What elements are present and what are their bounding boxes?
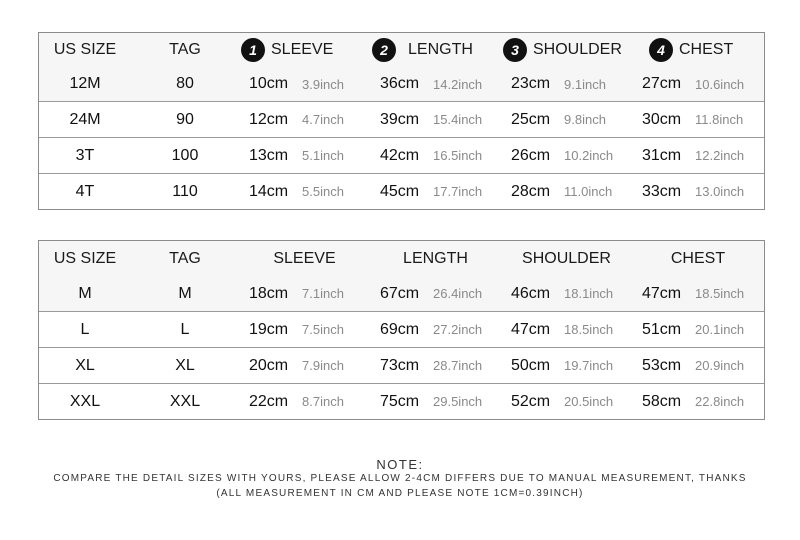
header-sleeve (239, 33, 370, 67)
chest-inch-value: 22.8inch (695, 394, 745, 409)
shoulder-cell (501, 102, 632, 137)
sleeve-inch-value: 4.7inch (302, 112, 344, 127)
chest-cm-value: 53cm (642, 356, 682, 374)
sleeve-inch-value: 7.9inch (302, 358, 344, 373)
size-cell: L (80, 320, 90, 338)
length-inch-value: 29.5inch (433, 394, 483, 409)
header-us-size: US SIZE (53, 41, 117, 58)
size-cell: 4T (75, 182, 95, 200)
shoulder-cell (501, 276, 632, 311)
chest-cell (632, 384, 764, 419)
chest-inch-value: 11.8inch (695, 112, 744, 127)
sleeve-cm-value: 10cm (249, 75, 289, 92)
shoulder-cm-value: 28cm (511, 182, 551, 200)
tag-cell: 110 (172, 182, 198, 200)
chest-inch-value: 10.6inch (695, 76, 745, 92)
table-row (39, 311, 764, 347)
shoulder-inch-value: 9.1inch (564, 76, 606, 92)
header-sleeve: SLEEVE (273, 249, 336, 267)
shoulder-cell (501, 138, 632, 173)
length-inch-value: 17.7inch (433, 184, 483, 199)
length-cell (370, 348, 501, 383)
length-inch-value: 14.2inch (433, 76, 483, 92)
header-tag: TAG (169, 249, 201, 267)
tag-cell: 100 (171, 146, 199, 164)
length-inch-value: 16.5inch (433, 148, 483, 163)
shoulder-cm-value: 25cm (511, 110, 551, 128)
sleeve-cm-value: 22cm (249, 392, 289, 410)
sleeve-inch-value: 7.1inch (302, 286, 344, 301)
shoulder-inch-value: 19.7inch (564, 358, 614, 373)
length-cell (370, 138, 501, 173)
header-tag: TAG (169, 41, 201, 58)
sleeve-cell (239, 67, 370, 101)
size-chart-table-adult (38, 240, 765, 420)
sleeve-cm-value: 20cm (249, 356, 289, 374)
sleeve-inch-value: 8.7inch (302, 394, 344, 409)
header-length (370, 33, 501, 67)
size-cell: XXL (69, 392, 101, 410)
size-cell: XL (75, 356, 95, 374)
table-header-row (39, 241, 764, 276)
table-row (39, 347, 764, 383)
sleeve-cell (239, 312, 370, 347)
chest-cm-value: 33cm (642, 182, 682, 200)
sleeve-cell (239, 384, 370, 419)
sleeve-cm-value: 13cm (249, 146, 289, 164)
tag-cell: XXL (169, 392, 201, 410)
shoulder-cm-value: 26cm (511, 146, 551, 164)
shoulder-cm-value: 47cm (511, 320, 551, 338)
sleeve-cell (239, 174, 370, 209)
note-text: COMPARE THE DETAIL SIZES WITH YOURS, PLEASE ALLOW 2-4CM DIFFERS DUE TO MANUAL MEASUREMENT, THANKS (53, 473, 747, 484)
length-cell (370, 174, 501, 209)
table-row (39, 173, 764, 209)
tag-cell: 80 (176, 75, 194, 92)
length-inch-value: 26.4inch (433, 286, 483, 301)
chest-inch-value: 18.5inch (695, 286, 745, 301)
length-cm-value: 45cm (380, 182, 420, 200)
shoulder-cell (501, 312, 632, 347)
table-row (39, 67, 764, 101)
number-2-icon: 2 (372, 38, 396, 62)
table-header-row (39, 33, 764, 67)
size-cell: 24M (69, 110, 101, 128)
length-cm-value: 69cm (380, 320, 420, 338)
shoulder-inch-value: 18.1inch (564, 286, 614, 301)
header-shoulder-label: SHOULDER (533, 41, 622, 58)
length-cell (370, 312, 501, 347)
header-length-label: LENGTH (408, 41, 473, 58)
sleeve-inch-value: 3.9inch (302, 76, 344, 92)
chest-cm-value: 31cm (642, 146, 682, 164)
size-cell: 3T (75, 146, 95, 164)
length-cm-value: 42cm (380, 146, 420, 164)
sleeve-cm-value: 19cm (249, 320, 289, 338)
note-title: NOTE: (376, 457, 424, 472)
shoulder-inch-value: 18.5inch (564, 322, 614, 337)
size-cell: M (78, 284, 92, 302)
header-shoulder (501, 33, 632, 67)
length-cell (370, 102, 501, 137)
table-row (39, 276, 764, 311)
shoulder-cell (501, 348, 632, 383)
tag-cell: L (180, 320, 190, 338)
sleeve-cm-value: 12cm (249, 110, 289, 128)
chest-inch-value: 20.1inch (695, 322, 745, 337)
chest-inch-value: 12.2inch (695, 148, 745, 163)
chest-cell (632, 348, 764, 383)
shoulder-inch-value: 9.8inch (564, 112, 606, 127)
length-cm-value: 73cm (380, 356, 420, 374)
header-us-size: US SIZE (53, 249, 117, 267)
chest-inch-value: 13.0inch (695, 184, 745, 199)
size-chart-table-kids (38, 32, 765, 210)
tag-cell: 90 (176, 110, 194, 128)
length-cell (370, 384, 501, 419)
shoulder-cell (501, 174, 632, 209)
chest-cm-value: 27cm (642, 75, 682, 92)
chest-cell (632, 276, 764, 311)
sleeve-cm-value: 14cm (249, 182, 289, 200)
chest-cm-value: 58cm (642, 392, 682, 410)
number-3-icon: 3 (503, 38, 527, 62)
chest-inch-value: 20.9inch (695, 358, 745, 373)
sleeve-cell (239, 348, 370, 383)
chest-cell (632, 312, 764, 347)
header-length: LENGTH (403, 249, 468, 267)
chest-cm-value: 30cm (642, 110, 682, 128)
sleeve-cell (239, 138, 370, 173)
header-sleeve-label: SLEEVE (271, 41, 334, 58)
length-cell (370, 276, 501, 311)
sleeve-cm-value: 18cm (249, 284, 289, 302)
chest-cell (632, 138, 764, 173)
header-chest-label: CHEST (679, 41, 734, 58)
header-shoulder: SHOULDER (522, 249, 611, 267)
length-cell (370, 67, 501, 101)
sleeve-inch-value: 5.1inch (302, 148, 344, 163)
number-4-icon: 4 (649, 38, 673, 62)
shoulder-cm-value: 46cm (511, 284, 551, 302)
sleeve-inch-value: 7.5inch (302, 322, 344, 337)
header-chest (632, 33, 764, 67)
sleeve-cell (239, 102, 370, 137)
length-inch-value: 28.7inch (433, 358, 483, 373)
tag-cell: XL (175, 356, 195, 374)
length-cm-value: 36cm (380, 75, 420, 92)
shoulder-cm-value: 50cm (511, 356, 551, 374)
shoulder-cell (501, 67, 632, 101)
length-cm-value: 75cm (380, 392, 420, 410)
shoulder-cm-value: 23cm (511, 75, 551, 92)
shoulder-cm-value: 52cm (511, 392, 551, 410)
note-conversion-text: (ALL MEASUREMENT IN CM AND PLEASE NOTE 1CM=0.39INCH) (216, 488, 584, 499)
tag-cell: M (178, 284, 192, 302)
chest-cell (632, 102, 764, 137)
number-1-icon: 1 (241, 38, 265, 62)
table-row (39, 101, 764, 137)
length-cm-value: 39cm (380, 110, 420, 128)
sleeve-inch-value: 5.5inch (302, 184, 344, 199)
length-inch-value: 27.2inch (433, 322, 483, 337)
shoulder-inch-value: 10.2inch (564, 148, 614, 163)
header-chest: CHEST (670, 249, 726, 267)
shoulder-inch-value: 20.5inch (564, 394, 614, 409)
size-cell: 12M (69, 75, 101, 92)
table-row (39, 137, 764, 173)
chest-cell (632, 174, 764, 209)
chest-cm-value: 51cm (642, 320, 682, 338)
chest-cm-value: 47cm (642, 284, 682, 302)
table-row (39, 383, 764, 419)
sleeve-cell (239, 276, 370, 311)
chest-cell (632, 67, 764, 101)
shoulder-inch-value: 11.0inch (564, 184, 613, 199)
length-cm-value: 67cm (380, 284, 420, 302)
shoulder-cell (501, 384, 632, 419)
length-inch-value: 15.4inch (433, 112, 483, 127)
